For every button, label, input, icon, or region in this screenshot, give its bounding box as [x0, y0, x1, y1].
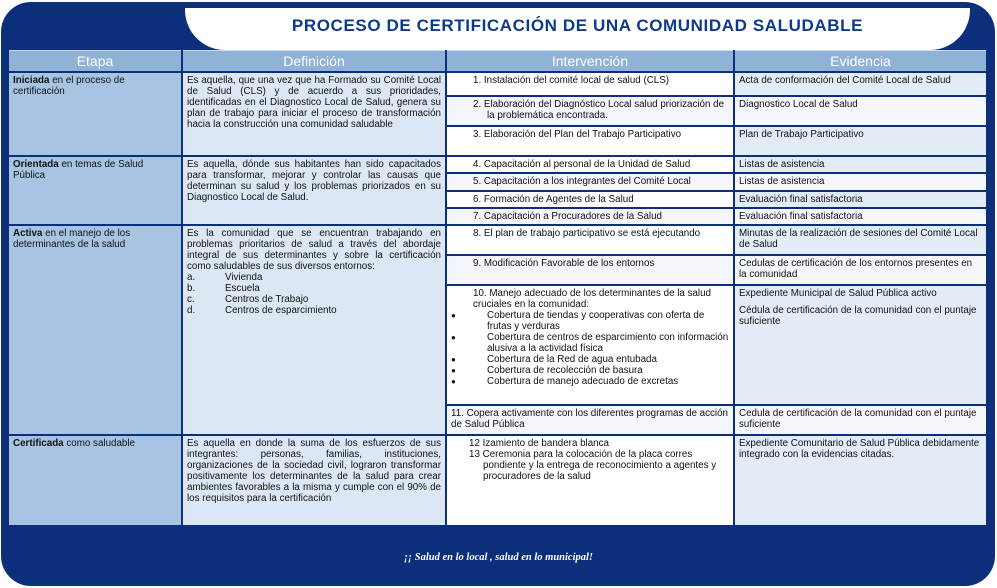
evidence-6: Evaluación final satisfactoria	[735, 192, 986, 207]
stage-name: Orientada	[13, 159, 59, 171]
intervention-text: 2. Elaboración del Diagnóstico Local salud priorización de la problemática encontrada.	[473, 99, 725, 122]
definition-iniciada: Es aquella, que una vez que ha Formado su Comité Local de Salud (CLS) y de acuerdo a sus prioridades, identificadas en el Diagnostico Local de Salud, genera su plan de trabajo para iniciar el proceso de transformación hacia la construcción una comunidad saludable	[183, 73, 445, 155]
list-text: Cobertura de la Red de agua entubada	[487, 353, 657, 365]
evidence-7: Evaluación final satisfactoria	[735, 209, 986, 224]
list-text: Cobertura de recolección de basura	[487, 364, 643, 376]
definition-text: Es la comunidad que se encuentran trabajando en problemas prioritarios de salud a través del abordaje integral de sus determinantes y sobre la certificación como saludables de sus diversos entornos:	[187, 227, 441, 272]
stage-name: Activa	[13, 227, 43, 239]
intervention-text: 10. Manejo adecuado de los determinantes de la salud cruciales en la comunidad:	[473, 287, 712, 310]
list-text: Cobertura de centros de esparcimiento con información alusiva a la actividad física	[487, 331, 729, 354]
list-item	[451, 365, 729, 376]
intervention-10	[447, 286, 733, 405]
list-item	[187, 272, 441, 283]
table-row	[9, 226, 986, 254]
intervention-text: 13 Ceremonia para la colocación de la placa corres pondiente y la entrega de reconocimiento a agentes y procuradores de la salud	[469, 449, 717, 483]
intervention-11	[447, 406, 733, 434]
header-row	[9, 50, 986, 71]
header-evidencia: Evidencia	[735, 50, 986, 71]
stage-desc: en temas de Salud Pública	[13, 159, 144, 182]
list-item	[187, 294, 441, 305]
header-definicion: Definición	[183, 50, 445, 71]
intervention-1: 1. Instalación del comité local de salud (CLS)	[447, 73, 733, 95]
bullet-icon: ●	[451, 365, 456, 375]
stage-name: Certificada	[13, 438, 64, 450]
list-item	[451, 310, 729, 332]
evidence-3: Plan de Trabajo Participativo	[735, 127, 986, 155]
bullet-icon: ●	[451, 332, 456, 342]
list-marker: a.	[187, 271, 196, 283]
list-text: Cobertura de manejo adecuado de excretas	[487, 375, 679, 387]
list-item	[187, 283, 441, 294]
table-row	[9, 73, 986, 95]
intervention-6: 6. Formación de Agentes de la Salud	[447, 192, 733, 207]
intervention-8: 8. El plan de trabajo participativo se está ejecutando	[447, 226, 733, 254]
intervention-5: 5. Capacitación a los integrantes del Comité Local	[447, 174, 733, 189]
list-marker: c.	[187, 293, 195, 305]
evidence-5: Listas de asistencia	[735, 174, 986, 189]
stage-name: Iniciada	[13, 75, 50, 87]
list-marker: d.	[187, 304, 196, 316]
bullet-icon: ●	[451, 376, 456, 386]
list-text: Centros de Trabajo	[225, 293, 309, 305]
definition-certificada: Es aquella en donde la suma de los esfuerzos de sus integrantes: personas, familias, instituciones, organizaciones de la sociedad civil, lograron transformar positivamente los determinantes de la salud para crear ambientes favorables a la misma y cumple con el 90% de los requisitos para la certificación	[183, 436, 445, 525]
bullet-icon: ●	[451, 354, 456, 364]
intervention-12-13	[447, 436, 733, 525]
intervention-text: 11. Copera activamente con los diferentes programas de acción de Salud Pública	[451, 408, 729, 431]
definition-orientada: Es aquella, dónde sus habitantes han sido capacitados para transformar, mejorar y controlar las causas que determinan su salud y los problemas priorizados en su Diagnostico Local de Salud.	[183, 157, 445, 223]
stage-desc: en el proceso de certificación	[13, 75, 125, 98]
list-text: Cobertura de tiendas y cooperativas con oferta de frutas y verduras	[487, 309, 705, 332]
stage-certificada	[9, 436, 181, 525]
stage-iniciada	[9, 73, 181, 155]
table-row	[9, 157, 986, 172]
list-text: Escuela	[225, 282, 260, 294]
evidence-text: Expediente Municipal de Salud Pública activo	[739, 287, 937, 299]
evidence-11: Cedula de certificación de la comunidad con el puntaje suficiente	[735, 406, 986, 434]
stage-desc: en el manejo de los determinantes de la salud	[13, 227, 131, 250]
intervention-9: 9. Modificación Favorable de los entornos	[447, 256, 733, 284]
evidence-text: Cédula de certificación de la comunidad con el puntaje suficiente	[739, 304, 977, 327]
list-text: Centros de esparcimiento	[225, 304, 337, 316]
list-marker: b.	[187, 282, 196, 294]
stage-desc: como saludable	[63, 438, 135, 450]
header-intervencion: Intervención	[447, 50, 733, 71]
stage-activa	[9, 226, 181, 435]
intervention-2	[447, 97, 733, 125]
certification-table	[7, 48, 988, 527]
stage-orientada	[9, 157, 181, 223]
intervention-text: 12 Izamiento de bandera blanca	[469, 438, 609, 450]
intervention-7: 7. Capacitación a Procuradores de la Salud	[447, 209, 733, 224]
evidence-1: Acta de conformación del Comité Local de Salud	[735, 73, 986, 95]
list-item	[451, 354, 729, 365]
intervention-3: 3. Elaboración del Plan del Trabajo Participativo	[447, 127, 733, 155]
bullet-icon: ●	[451, 310, 456, 320]
evidence-9: Cedulas de certificación de los entornos presentes en la comunidad	[735, 256, 986, 284]
list-item	[451, 376, 729, 387]
list-text: Vivienda	[225, 271, 263, 283]
intervention-4: 4. Capacitación al personal de la Unidad de Salud	[447, 157, 733, 172]
evidence-4: Listas de asistencia	[735, 157, 986, 172]
evidence-8: Minutas de la realización de sesiones del Comité Local de Salud	[735, 226, 986, 254]
evidence-12: Expediente Comunitario de Salud Pública debidamente integrado con la evidencias citadas.	[735, 436, 986, 525]
header-etapa: Etapa	[9, 50, 181, 71]
table-row	[9, 436, 986, 525]
definition-activa	[183, 226, 445, 435]
evidence-2: Diagnostico Local de Salud	[735, 97, 986, 125]
list-item	[451, 332, 729, 354]
footer-slogan: ¡¡ Salud en lo local , salud en lo municipal!	[403, 552, 594, 563]
evidence-10	[735, 286, 986, 405]
page-title: PROCESO DE CERTIFICACIÓN DE UNA COMUNIDAD SALUDABLE	[291, 16, 864, 35]
list-item	[187, 305, 441, 316]
